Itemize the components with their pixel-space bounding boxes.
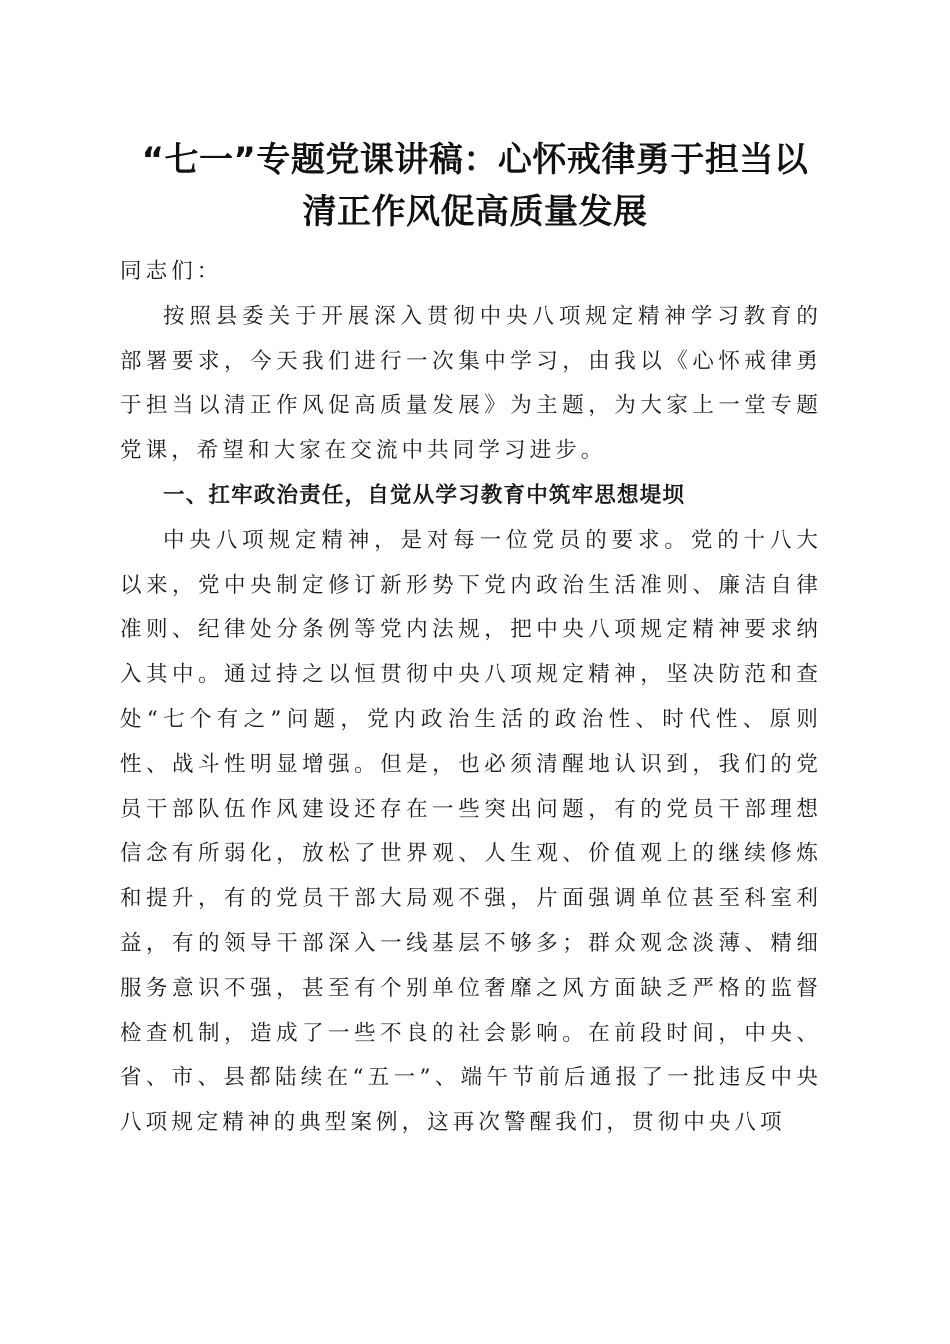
document-title (110, 134, 840, 238)
intro-paragraph: 按照县委关于开展深入贯彻中央八项规定精神学习教育的部署要求，今天我们进行一次集中学习，由我以《心怀戒律勇于担当以清正作风促高质量发展》为主题，为大家上一堂专题党课，希望和大家在交流中共同学习进步。 (120, 303, 822, 464)
title-line-1: “七一”专题党课讲稿：心怀戒律勇于担当以 (141, 140, 809, 180)
salutation: 同志们： (120, 259, 223, 284)
section-1-paragraph: 中央八项规定精神，是对每一位党员的要求。党的十八大以来，党中央制定修订新形势下党内政治生活准则、廉洁自律准则、纪律处分条例等党内法规，把中央八项规定精神要求纳入其中。通过持之以恒贯彻中央八项规定精神，坚决防范和查处“七个有之”问题，党内政治生活的政治性、时代性、原则性、战斗性明显增强。但是，也必须清醒地认识到，我们的党员干部队伍作风建设还存在一些突出问题，有的党员干部理想信念有所弱化，放松了世界观、人生观、价值观上的继续修炼和提升，有的党员干部大局观不强，片面强调单位甚至科室利益，有的领导干部深入一线基层不够多；群众观念淡薄、精细服务意识不强，甚至有个别单位奢靡之风方面缺乏严格的监督检查机制，造成了一些不良的社会影响。在前段时间，中央、省、市、县都陆续在“五一”、端午节前后通报了一批违反中央八项规定精神的典型案例，这再次警醒我们，贯彻中央八项 (120, 527, 822, 1136)
title-line-2: 清正作风促高质量发展 (302, 192, 648, 232)
document-body (120, 250, 822, 1146)
section-heading-1: 一、扛牢政治责任，自觉从学习教育中筑牢思想堤坝 (163, 482, 686, 508)
